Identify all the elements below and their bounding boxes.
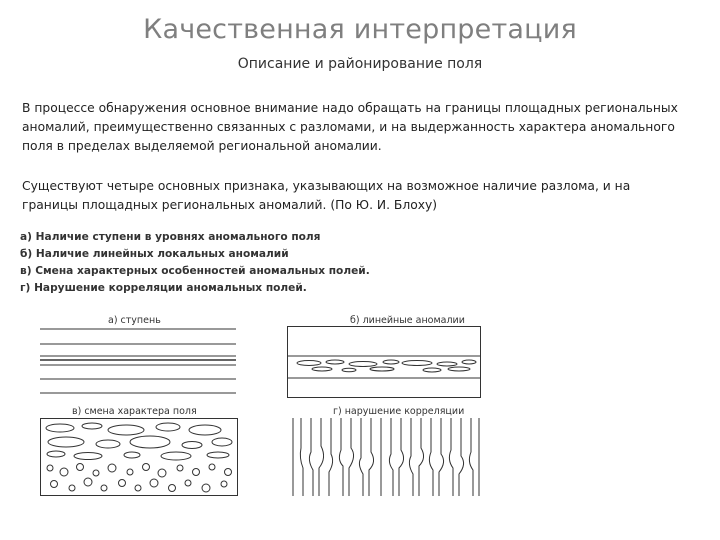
- paragraph-detection: В процессе обнаружения основное внимание надо обращать на границы площадных региональных аномалий, преимущественно связанных с разломами, и на выдержанность характера аномального поля в пределах выделяемой региональной аномалии.: [22, 101, 678, 153]
- sign-item-b: б) Наличие линейных локальных аномалий: [20, 248, 289, 260]
- figure-b-label: б) линейные аномалии: [350, 315, 465, 326]
- slide-title: Качественная интерпретация: [143, 14, 577, 45]
- figure-linear-anomalies: [287, 326, 481, 398]
- slide-subtitle: Описание и районирование поля: [237, 56, 483, 72]
- figure-c-label: в) смена характера поля: [72, 406, 197, 417]
- sign-item-d: г) Нарушение корреляции аномальных полей.: [20, 282, 307, 294]
- figure-step: [40, 327, 236, 395]
- sign-item-a: а) Наличие ступени в уровнях аномального поля: [20, 231, 321, 243]
- paragraph-four-signs: Существуют четыре основных признака, указывающих на возможное наличие разлома, и на границы площадных региональных аномалий. (По Ю. И. Блоху): [22, 179, 631, 212]
- figure-correlation-break: [287, 418, 483, 496]
- sign-item-c: в) Смена характерных особенностей аномальных полей.: [20, 265, 370, 277]
- figure-field-change: [40, 418, 238, 496]
- figure-a-label: а) ступень: [108, 315, 161, 326]
- figure-d-label: г) нарушение корреляции: [333, 406, 465, 417]
- signs-list: [20, 229, 370, 297]
